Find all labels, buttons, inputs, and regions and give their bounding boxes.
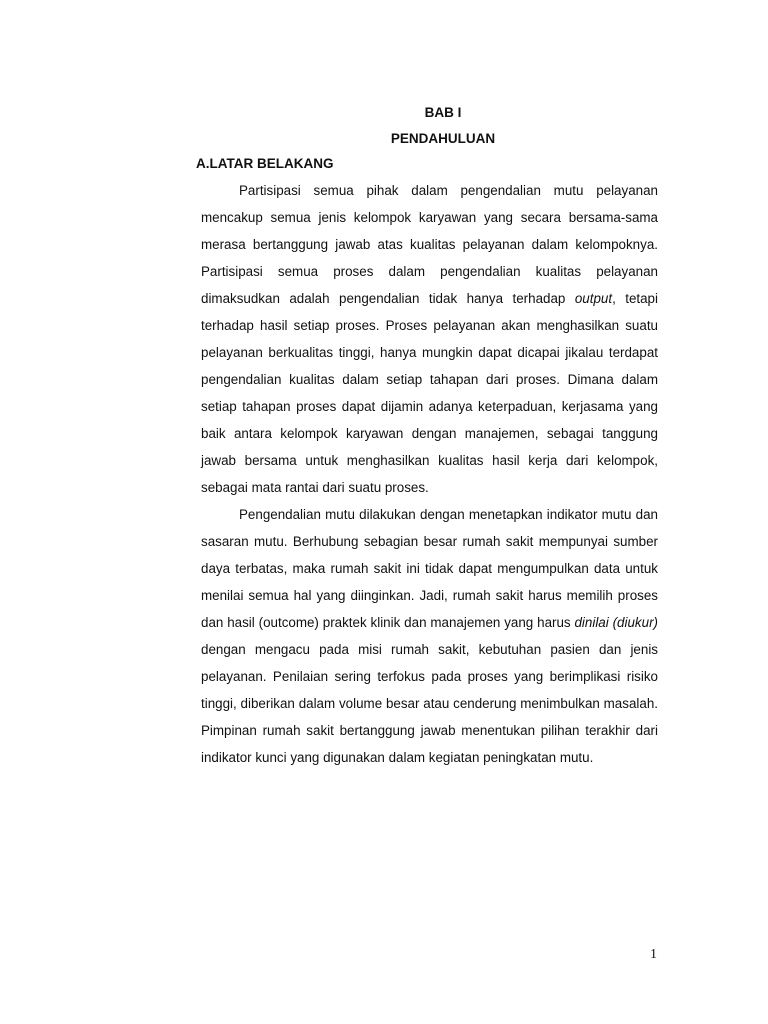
paragraph-1-italic: output	[574, 291, 613, 306]
paragraph-1	[201, 177, 658, 501]
body-text	[201, 177, 658, 771]
paragraph-2	[201, 501, 658, 771]
section-heading: A.LATAR BELAKANG	[196, 156, 334, 171]
chapter-title: PENDAHULUAN	[390, 131, 496, 146]
paragraph-1-text-b: , tetapi terhadap hasil setiap proses. Proses pelayanan akan menghasilkan suatu pelayanan berkualitas tinggi, hanya mungkin dapat dicapai jikalau terdapat pengendalian kualitas dalam setiap tahapan dari proses. Dimana dalam setiap tahapan proses dapat dijamin adanya keterpaduan, kerjasama yang baik antara kelompok karyawan dengan manajemen, sebagai tanggung jawab bersama untuk menghasilkan kualitas hasil kerja dari kelompok, sebagai mata rantai dari suatu proses.	[201, 291, 658, 495]
paragraph-1-text-a: Partisipasi semua pihak dalam pengendalian mutu pelayanan mencakup semua jenis kelompok karyawan yang secara bersama-sama merasa bertanggung jawab atas kualitas pelayanan dalam kelompoknya. Partisipasi semua proses dalam pengendalian kualitas pelayanan dimaksudkan adalah pengendalian tidak hanya terhadap	[201, 183, 658, 306]
paragraph-2-text-b: dengan mengacu pada misi rumah sakit, kebutuhan pasien dan jenis pelayanan. Penilaian sering terfokus pada proses yang berimplikasi risiko tinggi, diberikan dalam volume besar atau cenderung menimbulkan masalah. Pimpinan rumah sakit bertanggung jawab menentukan pilihan terakhir dari indikator kunci yang digunakan dalam kegiatan peningkatan mutu.	[201, 642, 658, 765]
chapter-number: BAB I	[424, 105, 462, 120]
paragraph-2-text-a: Pengendalian mutu dilakukan dengan menetapkan indikator mutu dan sasaran mutu. Berhubung sebagian besar rumah sakit mempunyai sumber daya terbatas, maka rumah sakit ini tidak dapat mengumpulkan data untuk menilai semua hal yang diinginkan. Jadi, rumah sakit harus memilih proses dan hasil (outcome) praktek klinik dan manajemen yang harus	[201, 507, 658, 630]
page-number: 1	[650, 947, 657, 962]
paragraph-2-italic: dinilai (diukur)	[574, 615, 658, 630]
